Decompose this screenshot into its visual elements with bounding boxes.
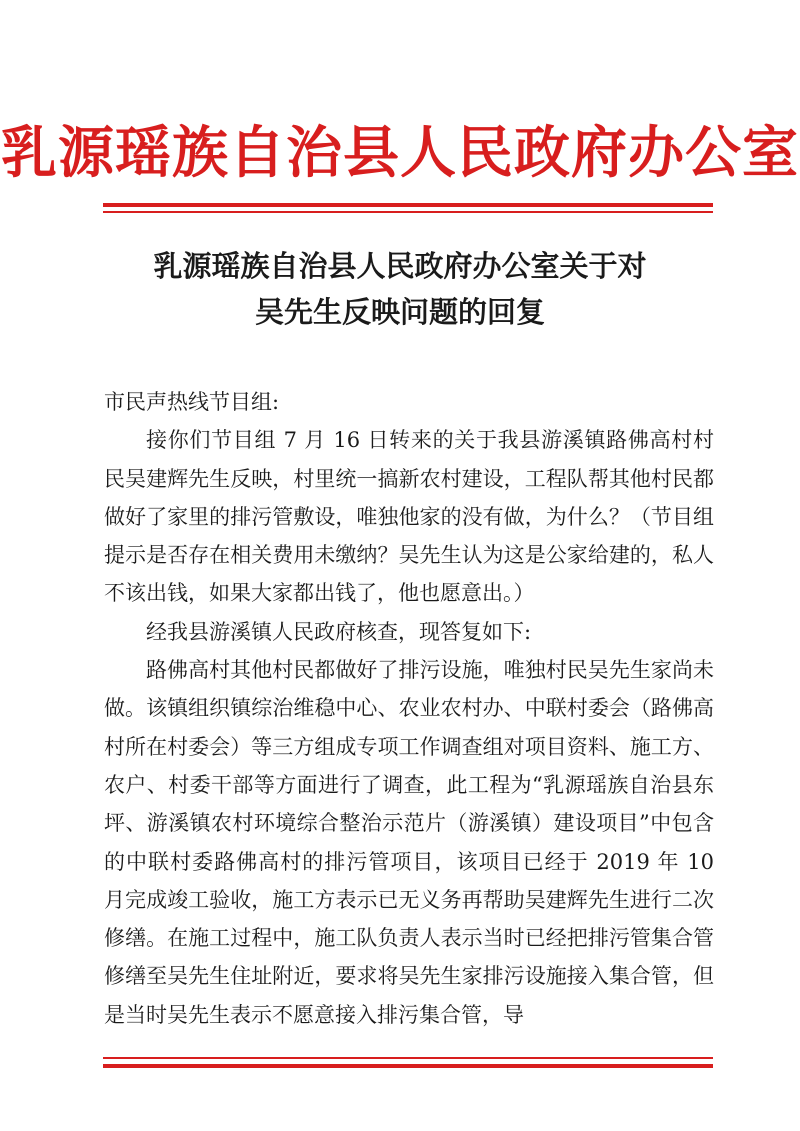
- document-title-line-2: 吴先生反映问题的回复: [254, 295, 545, 329]
- document-title-line-1: 乳源瑶族自治县人民政府办公室关于对: [153, 249, 647, 283]
- header-divider-thick: [103, 203, 713, 207]
- document-body: [104, 383, 714, 1034]
- salutation: 市民声热线节目组:: [104, 390, 280, 414]
- issuer-header: 乳源瑶族自治县人民政府办公室: [1, 120, 799, 186]
- header-divider-thin: [103, 211, 713, 213]
- footer-divider-thin: [103, 1057, 713, 1059]
- body-paragraph-2: 经我县游溪镇人民政府核查，现答复如下:: [146, 619, 532, 644]
- footer-divider-thick: [103, 1064, 713, 1068]
- body-paragraph-3: 路佛高村其他村民都做好了排污设施，唯独村民吴先生家尚未做。该镇组织镇综治维稳中心、农业农村办、中联村委会（路佛高村所在村委会）等三方组成专项工作调查组对项目资料、施工方、农户、村委干部等方面进行了调查，此工程为“乳源瑶族自治县东坪、游溪镇农村环境综合整治示范片（游溪镇）建设项目”中包含的中联村委路佛高村的排污管项目，该项目已经于 2019 年 10 月完成竣工验收，施工方表示已无义务再帮助吴建辉先生进行二次修缮。在施工过程中，施工队负责人表示当时已经把排污管集合管修缮至吴先生住址附近，要求将吴先生家排污设施接入集合管，但是当时吴先生表示不愿意接入排污集合管，导: [104, 658, 714, 1027]
- body-paragraph-1: 接你们节目组 7 月 16 日转来的关于我县游溪镇路佛高村村民吴建辉先生反映，村里统一搞新农村建设，工程队帮其他村民都做好了家里的排污管敷设，唯独他家的没有做，为什么？（节目组提示是否存在相关费用未缴纳？吴先生认为这是公家给建的，私人不该出钱，如果大家都出钱了，他也愿意出。）: [104, 428, 714, 606]
